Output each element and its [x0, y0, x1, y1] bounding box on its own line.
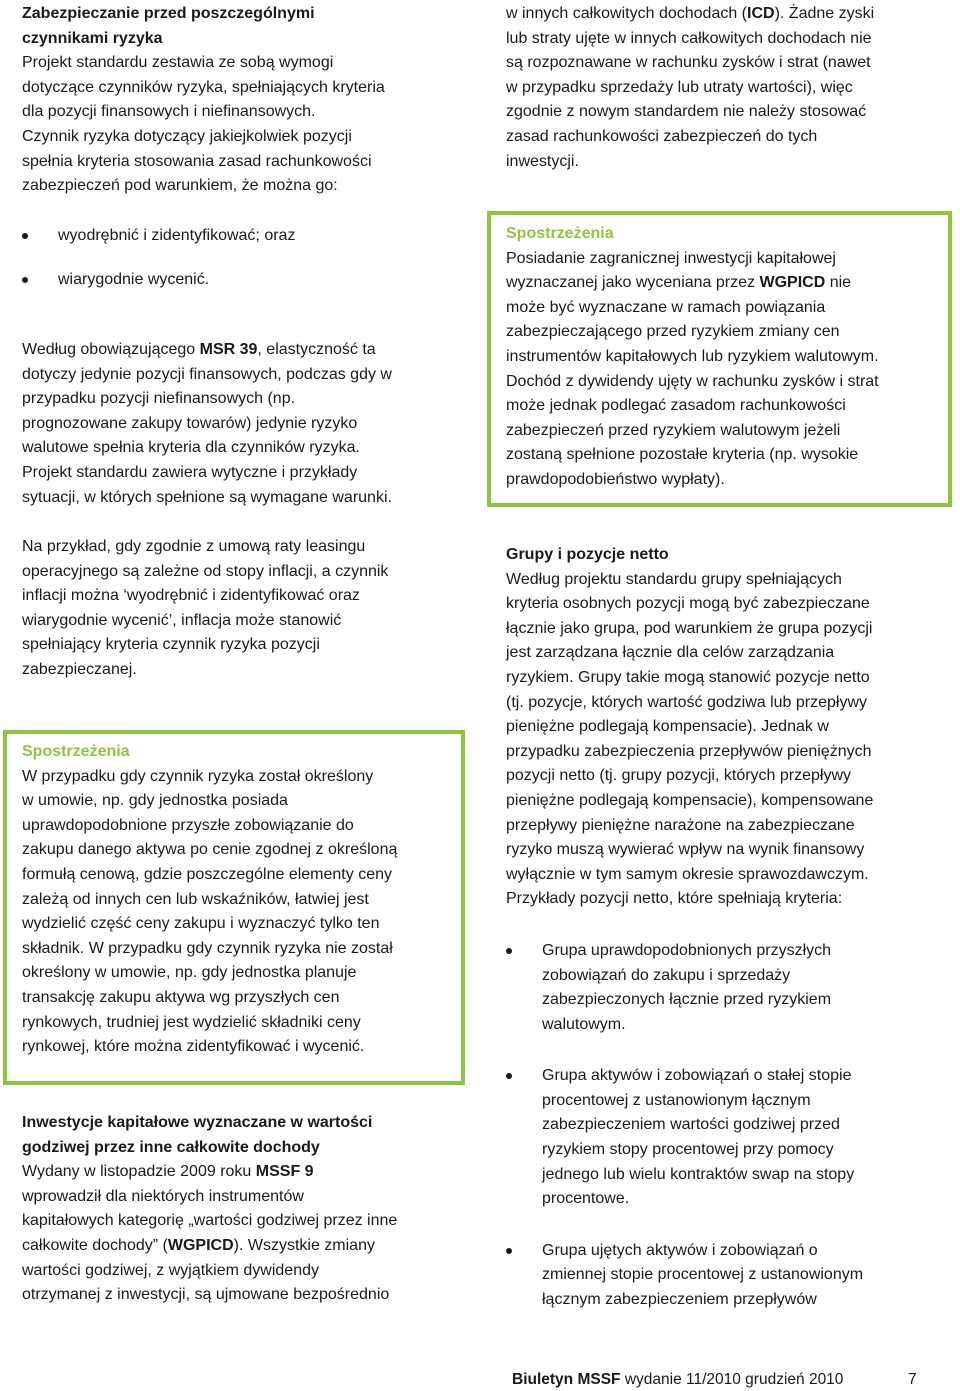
net-positions-list	[506, 939, 926, 1313]
right-column	[506, 2, 926, 174]
insight-text: Posiadanie zagranicznej inwestycji kapitałowej wyznaczanej jako wyceniana przez WGPICD nie może być wyznaczane w ramach powiązania zabezpieczającego przed ryzykiem zmiany cen instrumentów kapitałowych lub ryzykiem walutowym. Dochód z dywidendy ujęty w rachunku zysków i strat może jednak podlegać zasadom rachunkowości zabezpieczeń przed ryzykiem walutowym jeżeli zostaną spełnione pozostałe kryteria (np. wysokie prawdopodobieństwo wypłaty).	[506, 249, 879, 488]
groups-section	[506, 543, 926, 1313]
criteria-list	[22, 224, 452, 293]
investments-section	[22, 1111, 452, 1308]
section-heading: Inwestycje kapitałowe wyznaczane w wartości godziwej przez inne całkowite dochody	[22, 1114, 373, 1156]
section-heading: Grupy i pozycje netto	[506, 546, 669, 563]
list-item: wiarygodnie wycenić.	[22, 268, 452, 293]
investments-paragraph: Wydany w listopadzie 2009 roku MSSF 9 wprowadził dla niektórych instrumentów kapitałowych kategorię „wartości godziwej przez inne całkowite dochody” (WGPICD). Wszystkie zmiany wartości godziwej, z wyjątkiem dywidendy otrzymanej z inwestycji, są ujmowane bezpośrednio	[22, 1163, 398, 1304]
list-item: Grupa ujętych aktywów i zobowiązań o zmiennej stopie procentowej z ustanowionym łącznym zabezpieczeniem przepływów	[506, 1239, 926, 1313]
page-footer	[512, 1370, 922, 1390]
page-number: 7	[908, 1371, 917, 1388]
footer-title: wydanie 11/2010 grudzień 2010	[620, 1371, 844, 1388]
insight-box-content	[506, 222, 936, 493]
insight-text: W przypadku gdy czynnik ryzyka został określony w umowie, np. gdy jednostka posiada uprawdopodobnione przyszłe zobowiązanie do zakupu danego aktywa po cenie zgodnej z określoną formułą cenową, gdzie poszczególne elementy ceny zależą od innych cen lub wskaźników, łatwiej jest wydzielić część ceny zakupu i wyznaczyć tylko ten składnik. W przypadku gdy czynnik ryzyka nie został określony w umowie, np. gdy jednostka planuje transakcję zakupu aktywa wg przyszłych cen rynkowych, trudniej jest wydzielić składniki ceny rynkowej, które można zidentyfikować i wycenić.	[22, 767, 398, 1056]
list-item: wyodrębnić i zidentyfikować; oraz	[22, 224, 452, 249]
groups-paragraph: Według projektu standardu grupy spełniających kryteria osobnych pozycji mogą być zabezpieczane łącznie jako grupa, pod warunkiem że grupa pozycji jest zarządzana łącznie dla celów zarządzania ryzykiem. Grupy takie mogą stanowić pozycje netto (tj. pozycje, których wartość godziwa lub przepływy pieniężne podlegają kompensacie). Jednak w przypadku zabezpieczenia przepływów pieniężnych pozycji netto (tj. grupy pozycji, których przepływy pieniężne podlegają kompensacie), kompensowane przepływy pieniężne narażone na zabezpieczane ryzyko muszą wywierać wpływ na wynik finansowy wyłącznie w tym samym okresie sprawozdawczym. Przykłady pozycji netto, które spełniają kryteria:	[506, 570, 874, 908]
continuation-paragraph: w innych całkowitych dochodach (ICD). Żadne zyski lub straty ujęte w innych całkowitych dochodach nie są rozpoznawane w rachunku zysków i strat (nawet w przypadku sprzedaży lub utraty wartości), więc zgodnie z nowym standardem nie należy stosować zasad rachunkowości zabezpieczeń do tych inwestycji.	[506, 5, 875, 170]
example-paragraph: Na przykład, gdy zgodnie z umową raty leasingu operacyjnego są zależne od stopy inflacji, a czynnik inflacji można ‘wyodrębnić i zidentyfikować oraz wiarygodnie wycenić’, inflacja może stanowić spełniający kryteria czynnik ryzyka pozycji zabezpieczanej.	[22, 538, 389, 679]
section-heading: Zabezpieczanie przed poszczególnymi czynnikami ryzyka	[22, 5, 315, 47]
list-item: Grupa uprawdopodobnionych przyszłych zobowiązań do zakupu i sprzedaży zabezpieczonych łącznie przed ryzykiem walutowym.	[506, 939, 926, 1037]
insight-heading: Spostrzeżenia	[22, 743, 130, 760]
footer-title-bold: Biuletyn MSSF	[512, 1371, 621, 1388]
left-column	[22, 2, 452, 683]
insight-heading: Spostrzeżenia	[506, 225, 614, 242]
insight-box-content	[22, 740, 452, 1060]
intro-paragraph: Projekt standardu zestawia ze sobą wymogi dotyczące czynników ryzyka, spełniających kryteria dla pozycji finansowych i niefinansowych. Czynnik ryzyka dotyczący jakiejkolwiek pozycji spełnia kryteria stosowania zasad rachunkowości zabezpieczeń pod warunkiem, że można go:	[22, 54, 385, 195]
list-item: Grupa aktywów i zobowiązań o stałej stopie procentowej z ustanowionym łącznym zabezpieczeniem wartości godziwej przed ryzykiem stopy procentowej przy pomocy jednego lub wielu kontraktów swap na stopy procentowe.	[506, 1064, 926, 1212]
msr-paragraph: Według obowiązującego MSR 39, elastyczność ta dotyczy jedynie pozycji finansowych, podczas gdy w przypadku pozycji niefinansowych (np. prognozowane zakupy towarów) jedynie ryzyko walutowe spełnia kryteria dla czynników ryzyka. Projekt standardu zawiera wytyczne i przykłady sytuacji, w których spełnione są wymagane warunki.	[22, 340, 392, 506]
